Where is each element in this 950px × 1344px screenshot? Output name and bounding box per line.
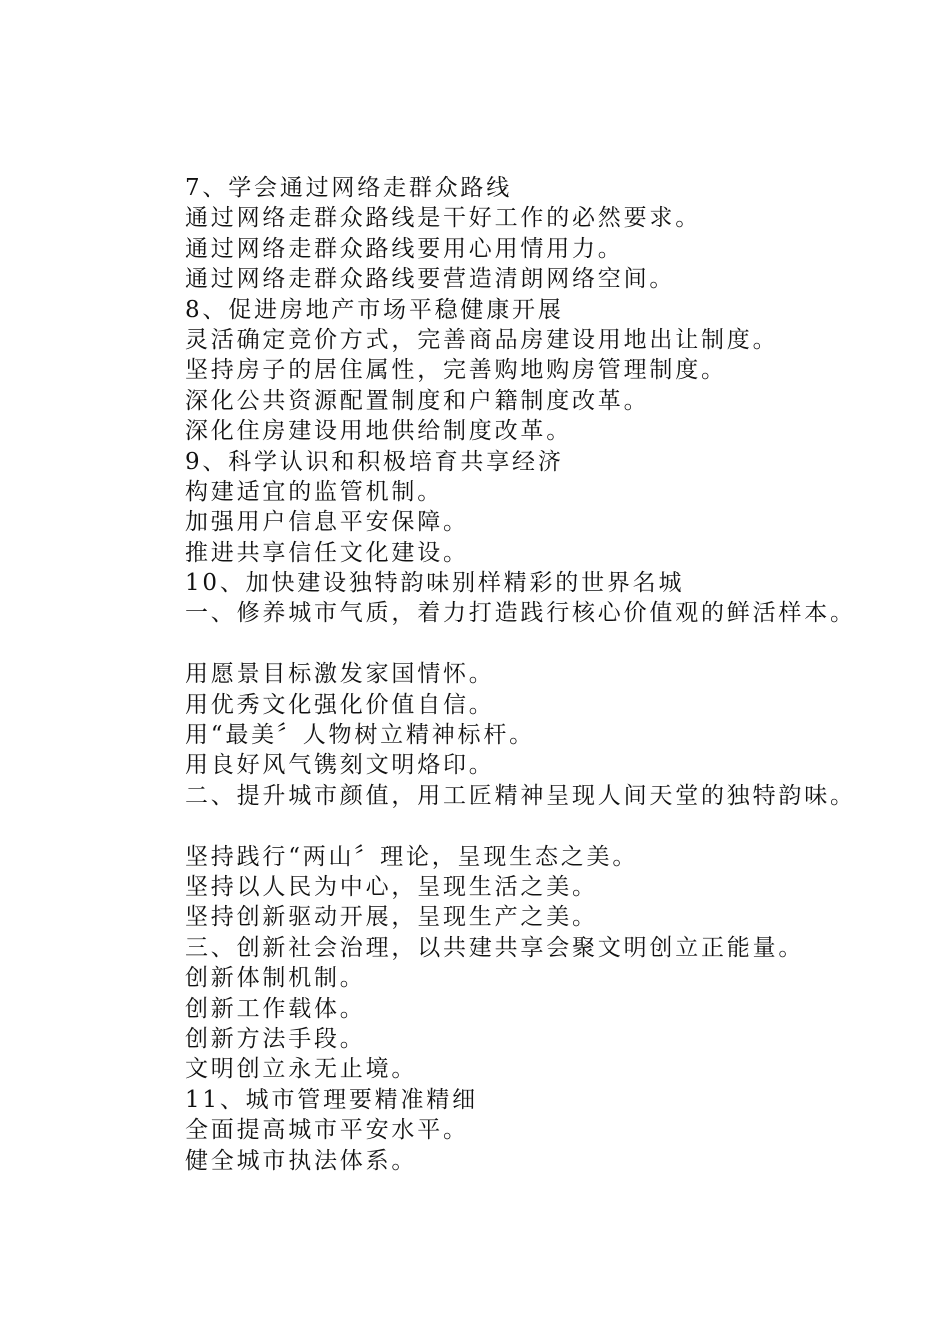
text-line: 通过网络走群众路线是干好工作的必然要求。 — [185, 205, 701, 232]
text-line: 创新工作载体。 — [185, 995, 366, 1022]
section-heading: 11、城市管理要精准精细 — [185, 1086, 478, 1113]
text-line: 坚持以人民为中心，呈现生活之美。 — [185, 873, 598, 900]
subsection-heading: 一、修养城市气质，着力打造践行核心价值观的鲜活样本。 — [185, 600, 856, 627]
text-line: 全面提高城市平安水平。 — [185, 1117, 469, 1144]
text-line: 坚持践行“两山〞理论，呈现生态之美。 — [185, 843, 639, 870]
text-line: 创新体制机制。 — [185, 965, 366, 992]
text-line: 构建适宜的监管机制。 — [185, 478, 443, 505]
text-line: 灵活确定竞价方式，完善商品房建设用地出让制度。 — [185, 326, 779, 353]
section-heading: 10、加快建设独特韵味别样精彩的世界名城 — [185, 570, 685, 597]
section-heading: 7、学会通过网络走群众路线 — [185, 175, 513, 201]
text-line: 坚持创新驱动开展，呈现生产之美。 — [185, 904, 598, 931]
text-line: 用优秀文化强化价值自信。 — [185, 691, 495, 718]
text-line: 加强用户信息平安保障。 — [185, 509, 469, 536]
text-line: 创新方法手段。 — [185, 1025, 366, 1052]
section-heading: 8、促进房地产市场平稳健康开展 — [185, 296, 564, 323]
text-line: 通过网络走群众路线要用心用情用力。 — [185, 235, 624, 262]
document-body — [185, 173, 925, 1176]
blank-line — [185, 811, 925, 841]
text-line: 用“最美〞人物树立精神标杆。 — [185, 722, 535, 749]
subsection-heading: 三、创新社会治理，以共建共享会聚文明创立正能量。 — [185, 934, 805, 961]
blank-line — [185, 629, 925, 659]
text-line: 用良好风气镌刻文明烙印。 — [185, 752, 495, 779]
text-line: 用愿景目标激发家国情怀。 — [185, 661, 495, 688]
section-heading: 9、科学认识和积极培育共享经济 — [185, 448, 564, 475]
text-line: 深化住房建设用地供给制度改革。 — [185, 418, 572, 445]
text-line: 文明创立永无止境。 — [185, 1056, 418, 1083]
text-line: 深化公共资源配置制度和户籍制度改革。 — [185, 387, 650, 414]
text-line: 推进共享信任文化建设。 — [185, 539, 469, 566]
text-line: 通过网络走群众路线要营造清朗网络空间。 — [185, 266, 676, 293]
text-line: 健全城市执法体系。 — [185, 1147, 418, 1174]
text-line: 坚持房子的居住属性，完善购地购房管理制度。 — [185, 357, 727, 384]
subsection-heading: 二、提升城市颜值，用工匠精神呈现人间天堂的独特韵味。 — [185, 782, 856, 809]
